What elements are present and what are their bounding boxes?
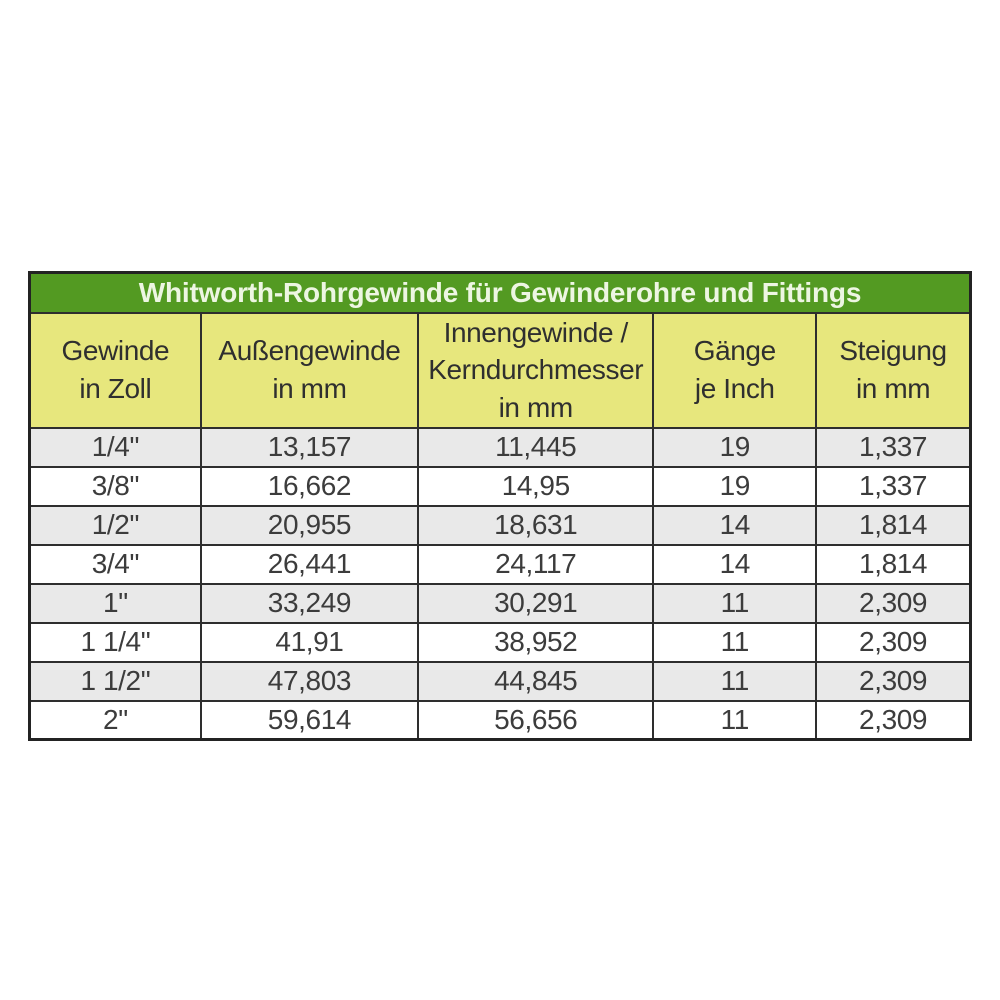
cell-gewinde: 2" [30,701,201,740]
cell-innengewinde: 44,845 [418,662,653,701]
col-header-innengewinde: Innengewinde / Kerndurchmesser in mm [418,313,653,428]
cell-innengewinde: 14,95 [418,467,653,506]
table-row [30,506,971,545]
cell-gewinde: 3/4" [30,545,201,584]
cell-innengewinde: 56,656 [418,701,653,740]
col-header-gewinde-in-zoll: Gewinde in Zoll [30,313,201,428]
cell-innengewinde: 18,631 [418,506,653,545]
header-row [30,313,971,428]
cell-aussengewinde: 20,955 [201,506,418,545]
table-row [30,701,971,740]
cell-aussengewinde: 26,441 [201,545,418,584]
table-row [30,545,971,584]
table-row [30,662,971,701]
table-row [30,428,971,467]
cell-gewinde: 1/2" [30,506,201,545]
cell-aussengewinde: 41,91 [201,623,418,662]
cell-gaenge: 19 [653,428,816,467]
cell-gewinde: 3/8" [30,467,201,506]
cell-gewinde: 1" [30,584,201,623]
cell-steigung: 1,814 [816,545,970,584]
cell-aussengewinde: 16,662 [201,467,418,506]
cell-steigung: 1,337 [816,428,970,467]
table-row [30,467,971,506]
cell-innengewinde: 30,291 [418,584,653,623]
cell-innengewinde: 24,117 [418,545,653,584]
whitworth-thread-table [28,271,972,741]
cell-steigung: 2,309 [816,623,970,662]
cell-gaenge: 11 [653,701,816,740]
cell-gaenge: 11 [653,584,816,623]
cell-aussengewinde: 47,803 [201,662,418,701]
cell-gewinde: 1/4" [30,428,201,467]
table-title: Whitworth-Rohrgewinde für Gewinderohre und Fittings [30,273,971,313]
table-row [30,623,971,662]
cell-gaenge: 11 [653,623,816,662]
cell-gaenge: 14 [653,506,816,545]
cell-gaenge: 11 [653,662,816,701]
cell-steigung: 2,309 [816,662,970,701]
cell-steigung: 1,814 [816,506,970,545]
col-header-gaenge: Gänge je Inch [653,313,816,428]
col-header-aussengewinde: Außengewinde in mm [201,313,418,428]
cell-gaenge: 14 [653,545,816,584]
cell-gaenge: 19 [653,467,816,506]
cell-gewinde: 1 1/4" [30,623,201,662]
cell-steigung: 2,309 [816,584,970,623]
cell-gewinde: 1 1/2" [30,662,201,701]
cell-innengewinde: 11,445 [418,428,653,467]
cell-steigung: 2,309 [816,701,970,740]
cell-steigung: 1,337 [816,467,970,506]
title-row [30,273,971,313]
cell-innengewinde: 38,952 [418,623,653,662]
cell-aussengewinde: 59,614 [201,701,418,740]
cell-aussengewinde: 13,157 [201,428,418,467]
cell-aussengewinde: 33,249 [201,584,418,623]
table-row [30,584,971,623]
col-header-steigung: Steigung in mm [816,313,970,428]
